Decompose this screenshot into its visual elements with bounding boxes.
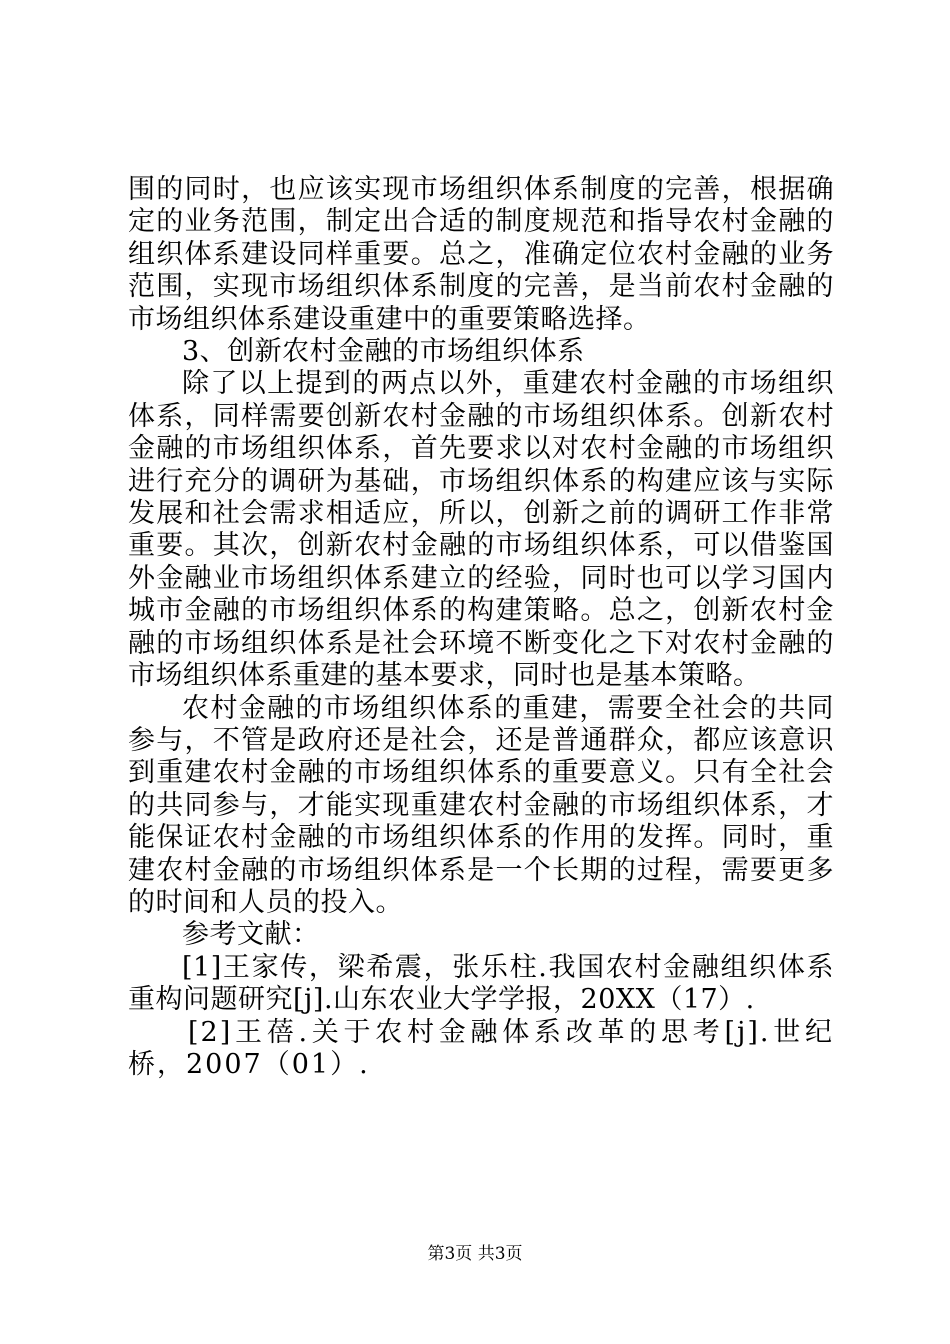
paragraph-conclusion: 农村金融的市场组织体系的重建，需要全社会的共同参与，不管是政府还是社会，还是普通群众，都应该意识到重建农村金融的市场组织体系的重要意义。只有全社会的共同参与，才能实现重建农村金融的市场组织体系，才能保证农村金融的市场组织体系的作用的发挥。同时，重建农村金融的市场组织体系是一个长期的过程，需要更多的时间和人员的投入。 xyxy=(128,692,834,918)
page-number: 第3页 共3页 xyxy=(427,1244,523,1264)
page-footer xyxy=(0,1243,950,1265)
references-heading: 参考文献： xyxy=(182,919,320,951)
reference-item-2: [2]王蓓.关于农村金融体系改革的思考[j].世纪桥，2007（01）. xyxy=(128,1016,834,1080)
document-body xyxy=(128,174,834,1081)
paragraph-innovation: 除了以上提到的两点以外，重建农村金融的市场组织体系，同样需要创新农村金融的市场组织体系。创新农村金融的市场组织体系，首先要求以对农村金融的市场组织进行充分的调研为基础，市场组织体系的构建应该与实际发展和社会需求相适应，所以，创新之前的调研工作非常重要。其次，创新农村金融的市场组织体系，可以借鉴国外金融业市场组织体系建立的经验，同时也可以学习国内城市金融的市场组织体系的构建策略。总之，创新农村金融的市场组织体系是社会环境不断变化之下对农村金融的市场组织体系重建的基本要求，同时也是基本策略。 xyxy=(128,368,834,692)
reference-item-1: [1]王家传，梁希震，张乐柱.我国农村金融组织体系重构问题研究[j].山东农业大学学报，20XX（17）. xyxy=(128,951,834,1016)
paragraph-continuation: 围的同时，也应该实现市场组织体系制度的完善，根据确定的业务范围，制定出合适的制度规范和指导农村金融的组织体系建设同样重要。总之，准确定位农村金融的业务范围，实现市场组织体系制度的完善，是当前农村金融的市场组织体系建设重建中的重要策略选择。 xyxy=(128,174,834,335)
section-heading: 3、创新农村金融的市场组织体系 xyxy=(182,336,585,368)
